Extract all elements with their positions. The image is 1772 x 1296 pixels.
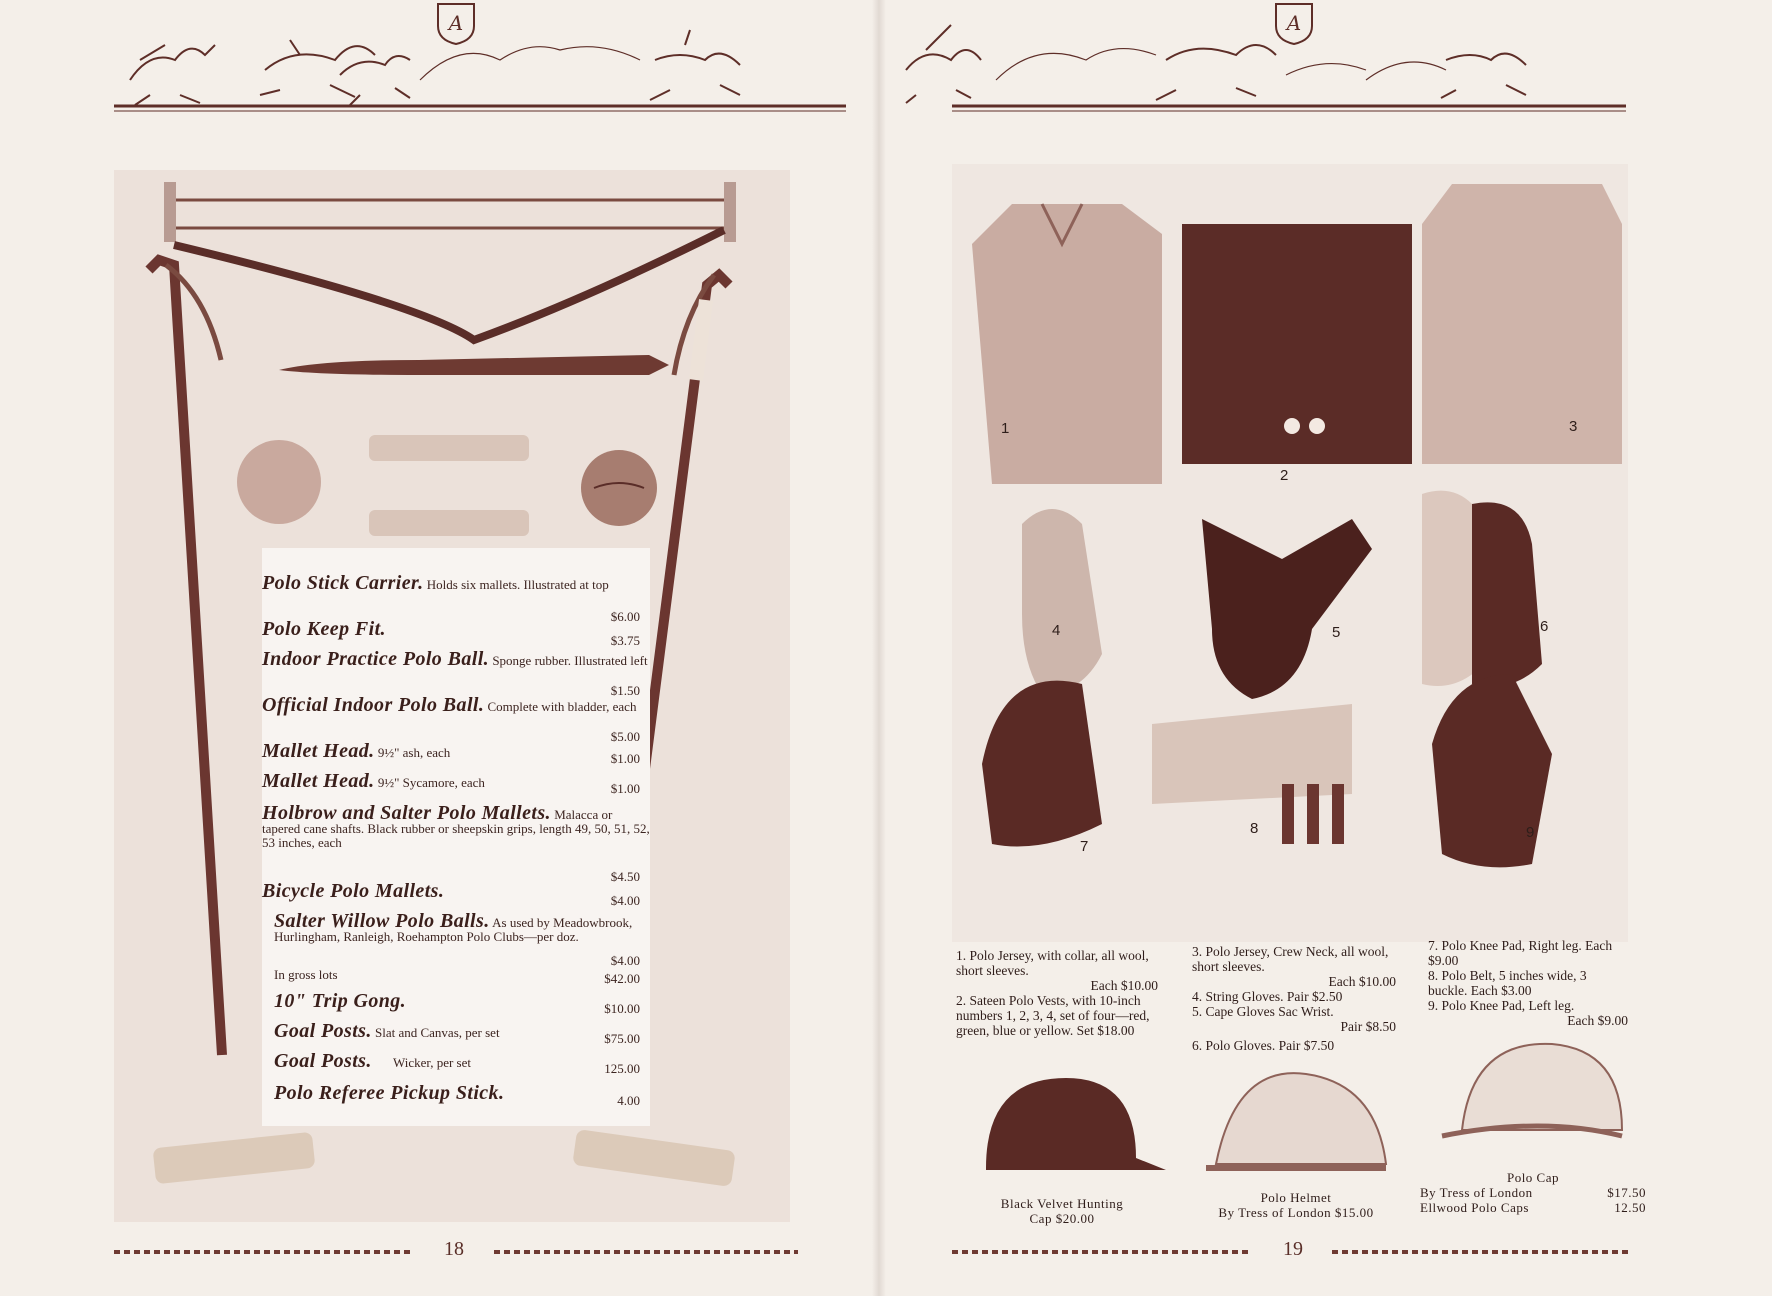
crew-neck-jersey-icon: [1422, 184, 1622, 464]
item-number: 5: [1332, 624, 1341, 641]
price-entry: [262, 648, 650, 698]
item-title: Official Indoor Polo Ball.: [262, 694, 485, 716]
knee-pad-right-icon: [982, 681, 1102, 847]
caption-line: 6. Polo Gloves. Pair $7.50: [1192, 1038, 1335, 1053]
item-number: 3: [1569, 418, 1578, 435]
afc-monogram-logo-icon: [434, 0, 478, 46]
caption-line: Each $10.00: [1328, 974, 1396, 989]
caption-line: Each $9.00: [1567, 1013, 1628, 1028]
item-title: Goal Posts.: [274, 1020, 372, 1042]
right-footer: [952, 1236, 1632, 1266]
item-desc: Wicker, per set: [393, 1055, 471, 1070]
item-desc: Complete with bladder, each: [487, 699, 637, 714]
left-page: [0, 0, 872, 1296]
caption-column-1: [956, 948, 1158, 1038]
cap-maker: By Tress of London: [1420, 1185, 1533, 1200]
price-entry: [262, 1020, 650, 1046]
cap-price: $17.50: [1607, 1185, 1646, 1200]
item-number: 1: [1001, 420, 1010, 437]
caption-line: Each $10.00: [1090, 978, 1158, 993]
caption-column-2: [1192, 944, 1396, 1053]
item-desc: 9½" ash, each: [377, 745, 451, 760]
cap-alt: Ellwood Polo Caps: [1420, 1200, 1529, 1215]
hunting-cap-caption: [964, 1196, 1160, 1226]
item-number: 2: [1280, 467, 1289, 484]
item-price: $4.00: [610, 893, 640, 908]
item-number: 7: [1080, 838, 1089, 855]
item-title: Mallet Head.: [262, 770, 375, 792]
item-extra: In gross lots: [274, 967, 338, 982]
item-price: $5.00: [610, 729, 640, 744]
item-desc: 9½" Sycamore, each: [377, 775, 485, 790]
price-entry: [262, 618, 650, 648]
item-price: $10.00: [604, 1001, 640, 1016]
price-list-panel: [262, 548, 650, 1126]
caption-line: 7. Polo Knee Pad, Right leg. Each $9.00: [1428, 938, 1613, 968]
svg-text:A: A: [1286, 11, 1302, 35]
caption-line: 9. Polo Knee Pad, Left leg.: [1428, 998, 1575, 1013]
item-title: Polo Referee Pickup Stick.: [274, 1082, 505, 1104]
polo-jersey-collar-icon: [972, 204, 1162, 484]
left-footer: [114, 1236, 798, 1266]
cape-gloves-icon: [1202, 519, 1372, 699]
price-entry: [262, 990, 650, 1016]
item-title: Polo Keep Fit.: [262, 618, 386, 640]
polo-belt-icon: [1152, 704, 1352, 804]
item-number: 9: [1526, 824, 1535, 841]
item-title: Mallet Head.: [262, 740, 375, 762]
price-entry: [262, 740, 650, 766]
item-price: 125.00: [604, 1061, 640, 1076]
caption-line: 5. Cape Gloves Sac Wrist.: [1192, 1004, 1334, 1019]
item-price: $4.50: [610, 869, 640, 884]
price-entry: [262, 572, 650, 624]
right-header-frieze: [886, 0, 1772, 150]
polo-helmet-caption: [1186, 1190, 1406, 1220]
item-number: 4: [1052, 622, 1061, 639]
item-price: $4.00: [610, 953, 640, 968]
item-price: $3.75: [610, 633, 640, 648]
cap-name: Polo Helmet: [1260, 1190, 1332, 1205]
cap-alt-price: 12.50: [1614, 1200, 1646, 1215]
price-entry: [262, 910, 650, 986]
item-title: Salter Willow Polo Balls.: [274, 910, 490, 932]
item-title: Bicycle Polo Mallets.: [262, 880, 445, 902]
cap-price: By Tress of London $15.00: [1218, 1205, 1374, 1220]
item-price: $6.00: [610, 609, 640, 624]
carrier-frame-icon: [164, 182, 176, 242]
item-desc: Holds six mallets. Illustrated at top: [426, 577, 609, 592]
price-entry: [262, 802, 650, 884]
item-title: 10" Trip Gong.: [274, 990, 407, 1012]
item-extra-price: $42.00: [604, 971, 640, 986]
page-number: 19: [1283, 1238, 1303, 1260]
cap-price: Cap $20.00: [1029, 1211, 1095, 1226]
afc-monogram-logo-icon: [1272, 0, 1316, 46]
polo-cap-icon: [1432, 1040, 1632, 1160]
item-price: 4.00: [617, 1093, 640, 1108]
price-entry: [262, 880, 650, 908]
price-entry: [262, 1050, 650, 1076]
caption-line: 3. Polo Jersey, Crew Neck, all wool, short sleeves.: [1192, 944, 1389, 974]
polo-horse-frieze-icon: [886, 0, 1772, 150]
price-entry: [262, 770, 650, 796]
right-page: [886, 0, 1772, 1296]
caption-column-3: [1428, 938, 1628, 1028]
price-entry: [262, 1082, 650, 1108]
item-price: $1.00: [610, 751, 640, 766]
item-desc: Slat and Canvas, per set: [375, 1025, 500, 1040]
item-number: 8: [1250, 820, 1259, 837]
hunting-cap-icon: [966, 1068, 1166, 1188]
caption-line: 4. String Gloves. Pair $2.50: [1192, 989, 1343, 1004]
item-desc: Sponge rubber. Illustrated left: [492, 653, 648, 668]
binding-gutter: [872, 0, 886, 1296]
caption-line: Pair $8.50: [1340, 1019, 1396, 1034]
svg-text:A: A: [448, 11, 464, 35]
caption-line: 1. Polo Jersey, with collar, all wool, short sleeves.: [956, 948, 1149, 978]
item-title: Goal Posts.: [274, 1050, 372, 1072]
polo-helmet-icon: [1196, 1064, 1396, 1184]
item-title: Holbrow and Salter Polo Mallets.: [262, 802, 551, 824]
item-title: Indoor Practice Polo Ball.: [262, 648, 490, 670]
item-price: $1.50: [610, 683, 640, 698]
item-desc: Malacca or tapered cane shafts. Black rubber or sheepskin grips, length 49, 50, 51, 52, 53 inches, each: [262, 807, 650, 850]
left-header-frieze: [0, 0, 872, 150]
page-number: 18: [444, 1238, 464, 1260]
item-desc: As used by Meadowbrook, Hurlingham, Ranleigh, Roehampton Polo Clubs—per doz.: [274, 915, 633, 944]
string-gloves-icon: [1022, 509, 1102, 694]
price-entry: [262, 694, 650, 744]
caption-line: 2. Sateen Polo Vests, with 10-inch numbers 1, 2, 3, 4, set of four—red, green, blue or yellow. Set $18.00: [956, 993, 1150, 1038]
item-price: $75.00: [604, 1031, 640, 1046]
item-title: Polo Stick Carrier.: [262, 572, 424, 594]
cap-name: Black Velvet Hunting: [1000, 1196, 1124, 1211]
caption-line: 8. Polo Belt, 5 inches wide, 3 buckle. Each $3.00: [1428, 968, 1587, 998]
cap-name: Polo Cap: [1506, 1170, 1560, 1185]
item-price: $1.00: [610, 781, 640, 796]
item-number: 6: [1540, 618, 1549, 635]
polo-cap-caption: [1420, 1170, 1646, 1215]
